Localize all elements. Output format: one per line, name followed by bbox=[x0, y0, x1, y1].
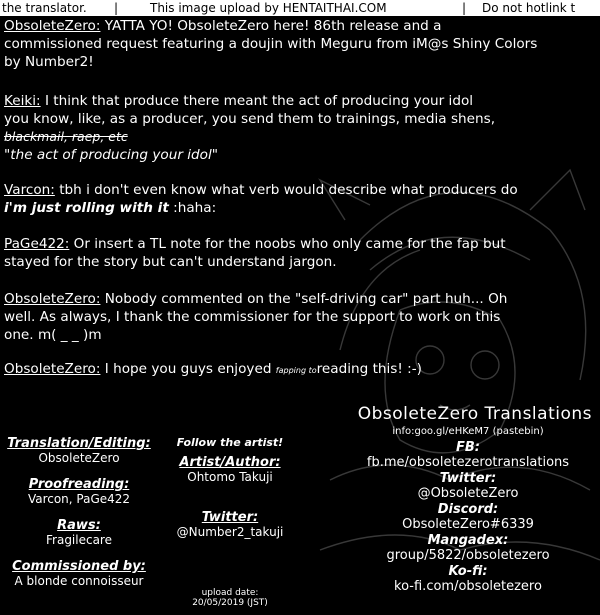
discord-link[interactable]: ObsoleteZero#6339 bbox=[402, 517, 534, 532]
banner-center-text: This image upload by HENTAITHAI.COM bbox=[150, 1, 387, 15]
small-aside-text: fapping to bbox=[275, 366, 317, 375]
follow-artist-heading: Follow the artist! bbox=[176, 436, 284, 449]
credit-label: Twitter: bbox=[201, 510, 259, 525]
banner-separator: | bbox=[114, 1, 119, 15]
comment-text: you know, like, as a producer, you send them to trainings, media shens, bbox=[4, 111, 496, 127]
fb-label: FB: bbox=[456, 439, 480, 455]
credit-label: Proofreading: bbox=[28, 477, 130, 492]
fb-link[interactable]: fb.me/obsoletezerotranslations bbox=[366, 455, 570, 470]
comment-text: Nobody commented on the "self-driving car" part huh... Oh bbox=[104, 291, 508, 307]
comment-text: Or insert a TL note for the noobs who only came for the fap but bbox=[73, 236, 506, 252]
credits-links-column bbox=[340, 424, 596, 595]
emphasis-text: i'm just rolling with it bbox=[4, 200, 169, 216]
struck-text: blackmail, raep, etc bbox=[4, 129, 128, 144]
banner-right-text: Do not hotlink t bbox=[482, 1, 576, 15]
credit-value: A blonde connoisseur bbox=[14, 574, 144, 588]
comment-obsoletezero-1 bbox=[4, 17, 596, 71]
comment-text: stayed for the story but can't understand jargon. bbox=[4, 254, 337, 270]
speaker-name: Varcon: bbox=[4, 182, 55, 198]
credit-label: Translation/Editing: bbox=[7, 436, 151, 451]
comment-text: reading this! :-) bbox=[316, 361, 422, 377]
comment-text: YATTA YO! ObsoleteZero here! 86th release and a bbox=[104, 18, 442, 34]
twitter-link[interactable]: @ObsoleteZero bbox=[417, 486, 519, 501]
speaker-name: Keiki: bbox=[4, 93, 41, 109]
comment-text: tbh i don't even know what verb would describe what producers do bbox=[59, 182, 518, 198]
comment-obsoletezero-3 bbox=[4, 360, 596, 380]
banner-left-text: the translator. bbox=[2, 1, 87, 15]
comment-keiki bbox=[4, 92, 596, 164]
credits-title: ObsoleteZero Translations bbox=[357, 404, 592, 424]
kofi-link[interactable]: ko-fi.com/obsoletezero bbox=[394, 579, 542, 594]
speaker-name: ObsoleteZero: bbox=[4, 18, 101, 34]
twitter-label: Twitter: bbox=[439, 470, 497, 486]
credit-label: Raws: bbox=[57, 518, 101, 533]
credit-value: Varcon, PaGe422 bbox=[27, 492, 131, 506]
comment-varcon bbox=[4, 181, 596, 217]
credit-label: Artist/Author: bbox=[179, 455, 281, 470]
credit-value: @Number2_takuji bbox=[176, 525, 284, 539]
credit-label: Commissioned by: bbox=[12, 559, 146, 574]
speaker-name: ObsoleteZero: bbox=[4, 291, 101, 307]
comment-text: I think that produce there meant the act of producing your idol bbox=[44, 93, 474, 109]
mangadex-label: Mangadex: bbox=[427, 532, 509, 548]
comment-text: by Number2! bbox=[4, 54, 94, 70]
credit-value: Ohtomo Takuji bbox=[187, 470, 273, 484]
discord-label: Discord: bbox=[437, 501, 499, 517]
upload-date bbox=[160, 588, 300, 608]
credits-left-column bbox=[4, 436, 154, 588]
comment-text: :haha: bbox=[173, 200, 217, 216]
watermark-banner bbox=[0, 0, 600, 16]
speaker-name: ObsoleteZero: bbox=[4, 361, 101, 377]
comment-text: commissioned request featuring a doujin with Meguru from iM@s Shiny Colors bbox=[4, 36, 538, 52]
info-link[interactable]: info:goo.gl/eHKeM7 (pastebin) bbox=[392, 426, 544, 437]
comment-page422 bbox=[4, 235, 596, 271]
upload-date-value: 20/05/2019 (JST) bbox=[192, 598, 268, 608]
kofi-label: Ko-fi: bbox=[448, 563, 488, 579]
credit-value: ObsoleteZero bbox=[38, 451, 120, 465]
credits-artist-column bbox=[160, 436, 300, 539]
comment-text: one. m( _ _ )m bbox=[4, 327, 102, 343]
comment-text: well. As always, I thank the commissioner for the support to work on this bbox=[4, 309, 501, 325]
mangadex-link[interactable]: group/5822/obsoletezero bbox=[386, 548, 550, 563]
banner-separator: | bbox=[462, 1, 467, 15]
comment-obsoletezero-2 bbox=[4, 290, 596, 344]
comment-text: "the act of producing your idol" bbox=[4, 147, 218, 163]
upload-date-label: upload date: bbox=[201, 588, 259, 598]
comment-text: I hope you guys enjoyed bbox=[104, 361, 272, 377]
speaker-name: PaGe422: bbox=[4, 236, 70, 252]
credit-value: Fragilecare bbox=[46, 533, 112, 547]
